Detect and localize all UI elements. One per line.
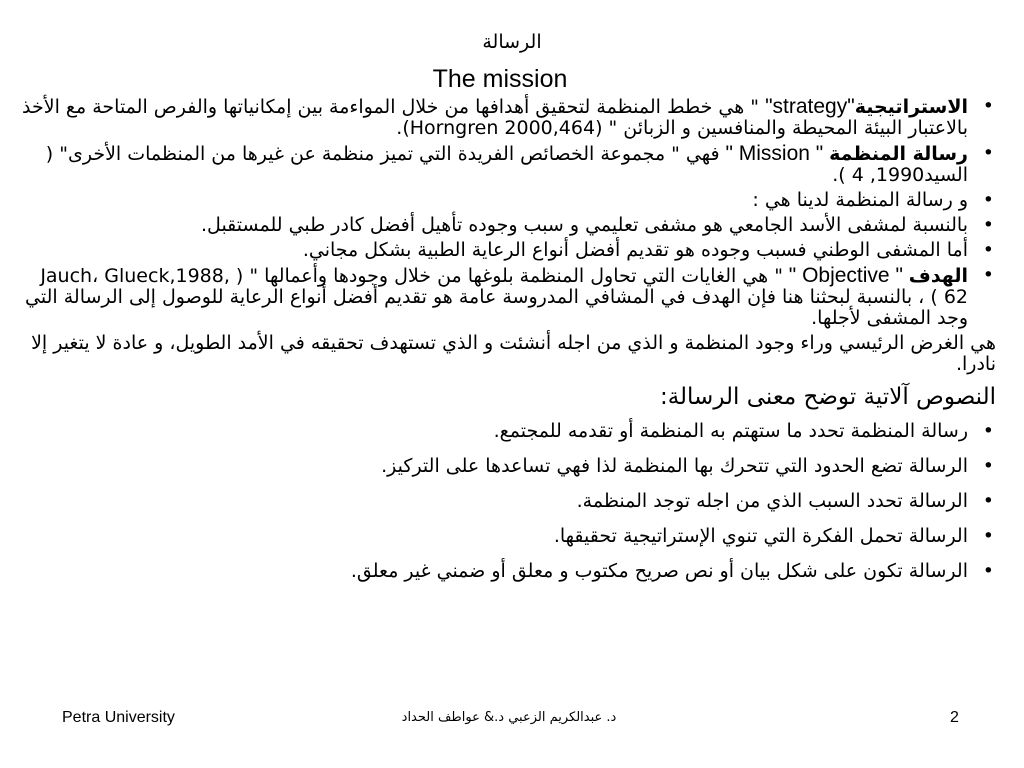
list-item: • الرسالة تضع الحدود التي تتحرك بها المنظمة لذا فهي تساعدها على التركيز. — [16, 456, 1008, 477]
bullet-mission — [16, 143, 1008, 186]
list-item: • الرسالة تحمل الفكرة التي تنوي الإستراتيجية تحقيقها. — [16, 526, 1008, 547]
bullet-strategy-text: " هي خطط المنظمة لتحقيق أهدافها من خلال المواءمة بين إمكانياتها والفرص المتاحة مع الأخذ بالاعتبار البيئة المحيطة والمنافسين و الزبائن " (Horngren 2000,464). — [22, 96, 968, 139]
bullet-national-hospital — [16, 240, 1008, 261]
bullet-strategy — [16, 96, 1008, 139]
term-strategy-en: "strategy" — [765, 95, 855, 118]
slide-title-arabic: الرسالة — [482, 31, 542, 53]
bullet-mission-text: فهي " مجموعة الخصائص الفريدة التي تميز منظمة عن غيرها من المنظمات الأخرى" ( السيد1990, 4 ). — [45, 143, 968, 186]
bullet-objective-text: " هي الغايات التي تحاول المنظمة بلوغها من خلال وجودها وأعمالها " ( Jauch، Glueck,1988, 62 ) ، بالنسبة لبحثنا هنا فإن الهدف في المشافي المدروسة عامة هو تقديم أفضل أنواع الرعاية للوصول إلى الرسالة التي وجد المشفى لأجلها. — [25, 265, 968, 329]
footer-authors: د. عبدالكريم الزعبي د.& عواطف الحداد — [401, 710, 617, 725]
term-strategy: الاستراتيجية — [854, 96, 968, 118]
term-objective-en: " Objective " — [782, 264, 909, 287]
bullet-our-mission-text: و رسالة المنظمة لدينا هي : — [752, 189, 968, 211]
mission-definition-paragraph: هي الغرض الرئيسي وراء وجود المنظمة و الذي من اجله أنشئت و الذي تستهدف تحقيقه في الأمد الطويل، و عادة لا يتغير إلا نادرا. — [31, 332, 996, 375]
bullet-our-mission — [16, 190, 1008, 211]
bullet-assad-hospital-text: بالنسبة لمشفى الأسد الجامعي هو مشفى تعليمي و سبب وجوده تأهيل أفضل كادر طبي للمستقبل. — [201, 214, 968, 236]
slide-content — [16, 96, 1008, 596]
section-heading: النصوص آلاتية توضح معنى الرسالة: — [659, 384, 996, 410]
list-item: • الرسالة تحدد السبب الذي من اجله توجد المنظمة. — [16, 491, 1008, 512]
term-mission: رسالة المنظمة — [829, 143, 968, 165]
footer-page-number: 2 — [950, 709, 959, 726]
term-objective: الهدف — [908, 265, 968, 287]
footer-university: Petra University — [62, 709, 175, 726]
slide-title-english: The mission — [432, 65, 568, 93]
list-item: • الرسالة تكون على شكل بيان أو نص صريح مكتوب و معلق أو ضمني غير معلق. — [16, 561, 1008, 582]
bullet-objective — [16, 265, 1008, 329]
bullet-assad-hospital — [16, 215, 1008, 236]
bullet-national-hospital-text: أما المشفى الوطني فسبب وجوده هو تقديم أفضل أنواع الرعاية الطبية بشكل مجاني. — [302, 239, 968, 261]
list-item: • رسالة المنظمة تحدد ما ستهتم به المنظمة أو تقدمه للمجتمع. — [16, 421, 1008, 442]
term-mission-en: " Mission " — [719, 142, 830, 165]
